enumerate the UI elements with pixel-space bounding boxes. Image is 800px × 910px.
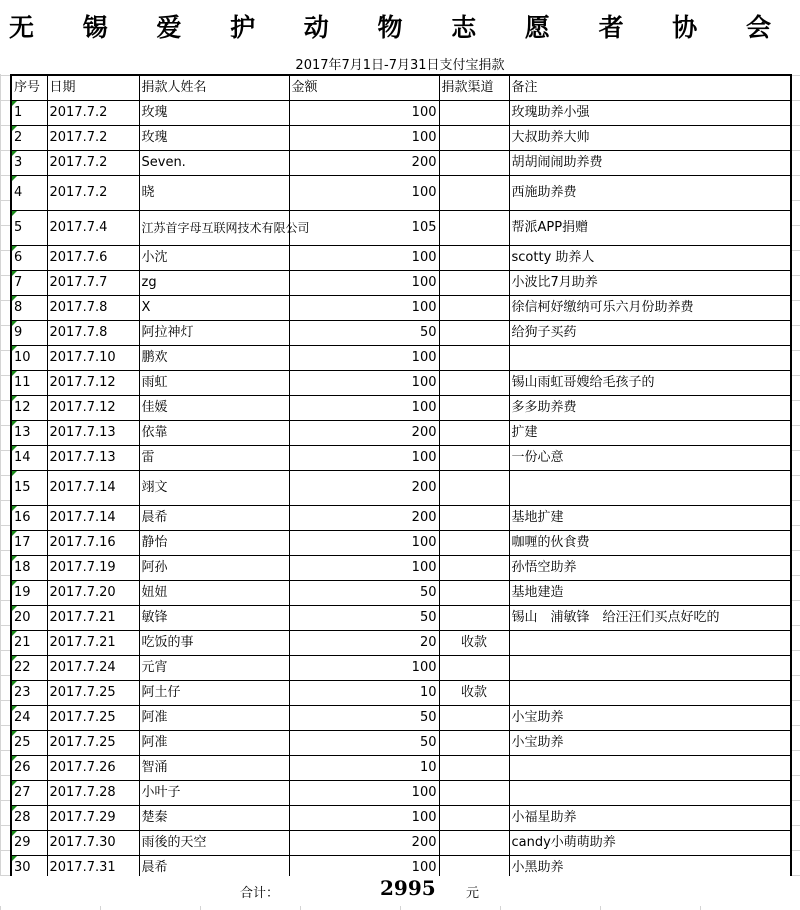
table-row [11,296,791,321]
cell-index: 4 [11,176,47,211]
cell-donor: 晨希 [139,856,289,882]
cell-index: 11 [11,371,47,396]
cell-donor: 阿准 [139,731,289,756]
cell-index: 1 [11,101,47,126]
cell-channel [439,556,509,581]
cell-channel [439,321,509,346]
cell-donor: 晨希 [139,506,289,531]
table-row [11,446,791,471]
cell-channel [439,471,509,506]
cell-date: 2017.7.31 [47,856,139,882]
cell-donor: 妞妞 [139,581,289,606]
cell-channel [439,531,509,556]
cell-channel [439,706,509,731]
cell-note: 锡山雨虹哥嫂给毛孩子的 [509,371,791,396]
cell-amount: 105 [289,211,439,246]
cell-date: 2017.7.21 [47,631,139,656]
table-row [11,471,791,506]
cell-note: scotty 助养人 [509,246,791,271]
cell-amount: 100 [289,396,439,421]
cell-amount: 200 [289,471,439,506]
cell-index: 13 [11,421,47,446]
cell-index: 10 [11,346,47,371]
cell-note: 锡山 浦敏锋 给汪汪们买点好吃的 [509,606,791,631]
cell-note: candy小萌萌助养 [509,831,791,856]
cell-index: 26 [11,756,47,781]
cell-donor: zg [139,271,289,296]
cell-note: 小黑助养 [509,856,791,882]
cell-channel [439,396,509,421]
cell-amount: 50 [289,581,439,606]
cell-index: 2 [11,126,47,151]
cell-index: 9 [11,321,47,346]
cell-index: 18 [11,556,47,581]
table-row [11,346,791,371]
cell-note: 咖喱的伙食费 [509,531,791,556]
cell-note: 玫瑰助养小强 [509,101,791,126]
cell-amount: 100 [289,176,439,211]
cell-date: 2017.7.2 [47,151,139,176]
table-row [11,606,791,631]
cell-amount: 100 [289,101,439,126]
cell-index: 8 [11,296,47,321]
cell-note [509,631,791,656]
header-channel: 捐款渠道 [439,75,509,101]
cell-channel [439,126,509,151]
cell-donor: 小沈 [139,246,289,271]
cell-channel [439,756,509,781]
table-row [11,506,791,531]
cell-date: 2017.7.24 [47,656,139,681]
cell-donor: 江苏首字母互联网技术有限公司 [139,211,289,246]
total-value: 2995 [380,876,436,900]
cell-donor: 阿准 [139,706,289,731]
cell-amount: 100 [289,806,439,831]
table-row [11,756,791,781]
table-row [11,126,791,151]
cell-note: 小福星助养 [509,806,791,831]
cell-donor: 雨後的天空 [139,831,289,856]
cell-date: 2017.7.20 [47,581,139,606]
cell-date: 2017.7.13 [47,446,139,471]
cell-donor: 依靠 [139,421,289,446]
cell-channel [439,101,509,126]
cell-date: 2017.7.14 [47,471,139,506]
cell-amount: 100 [289,246,439,271]
cell-date: 2017.7.25 [47,706,139,731]
cell-index: 25 [11,731,47,756]
cell-amount: 100 [289,656,439,681]
cell-note: 一份心意 [509,446,791,471]
donation-table [10,74,792,882]
cell-donor: 鹏欢 [139,346,289,371]
total-label: 合计： [240,886,280,901]
cell-channel [439,506,509,531]
cell-donor: 玫瑰 [139,126,289,151]
cell-date: 2017.7.12 [47,396,139,421]
cell-channel [439,831,509,856]
cell-donor: 阿土仔 [139,681,289,706]
table-row [11,556,791,581]
table-row [11,681,791,706]
cell-channel [439,151,509,176]
cell-note [509,756,791,781]
cell-donor: 翊文 [139,471,289,506]
table-row [11,781,791,806]
cell-note: 基地建造 [509,581,791,606]
table-row [11,176,791,211]
cell-note: 小宝助养 [509,706,791,731]
cell-donor: 吃饭的事 [139,631,289,656]
cell-donor: 佳媛 [139,396,289,421]
table-row [11,421,791,446]
table-row [11,371,791,396]
cell-note: 小宝助养 [509,731,791,756]
cell-amount: 200 [289,831,439,856]
cell-note: 徐信柯妤缴纳可乐六月份助养费 [509,296,791,321]
cell-channel: 收款 [439,631,509,656]
cell-donor: 雷 [139,446,289,471]
cell-index: 7 [11,271,47,296]
cell-index: 6 [11,246,47,271]
cell-index: 15 [11,471,47,506]
table-row [11,531,791,556]
cell-channel [439,371,509,396]
cell-channel [439,606,509,631]
cell-channel [439,731,509,756]
cell-date: 2017.7.2 [47,126,139,151]
header-note: 备注 [509,75,791,101]
cell-amount: 50 [289,706,439,731]
cell-amount: 100 [289,371,439,396]
cell-note: 给狗子买药 [509,321,791,346]
cell-amount: 100 [289,126,439,151]
cell-note [509,781,791,806]
cell-index: 29 [11,831,47,856]
cell-note: 西施助养费 [509,176,791,211]
cell-date: 2017.7.14 [47,506,139,531]
cell-note: 孙悟空助养 [509,556,791,581]
cell-note: 胡胡闹闹助养费 [509,151,791,176]
cell-date: 2017.7.28 [47,781,139,806]
cell-channel [439,296,509,321]
cell-date: 2017.7.25 [47,731,139,756]
cell-date: 2017.7.21 [47,606,139,631]
table-row [11,831,791,856]
cell-amount: 200 [289,421,439,446]
cell-donor: 小叶子 [139,781,289,806]
cell-channel [439,271,509,296]
cell-amount: 100 [289,556,439,581]
table-row [11,211,791,246]
cell-amount: 50 [289,606,439,631]
cell-note: 小波比7月助养 [509,271,791,296]
cell-donor: 晓 [139,176,289,211]
table-row [11,731,791,756]
cell-amount: 100 [289,296,439,321]
cell-date: 2017.7.26 [47,756,139,781]
cell-donor: 玫瑰 [139,101,289,126]
cell-date: 2017.7.4 [47,211,139,246]
total-row [0,876,800,906]
table-row [11,706,791,731]
header-index: 序号 [11,75,47,101]
cell-donor: 雨虹 [139,371,289,396]
cell-index: 21 [11,631,47,656]
cell-index: 5 [11,211,47,246]
cell-channel [439,211,509,246]
cell-date: 2017.7.7 [47,271,139,296]
cell-channel [439,246,509,271]
cell-amount: 100 [289,781,439,806]
cell-amount: 20 [289,631,439,656]
table-row [11,656,791,681]
cell-amount: 10 [289,756,439,781]
table-row [11,151,791,176]
cell-index: 22 [11,656,47,681]
cell-note [509,681,791,706]
cell-note [509,346,791,371]
table-row [11,581,791,606]
cell-date: 2017.7.19 [47,556,139,581]
cell-date: 2017.7.8 [47,296,139,321]
cell-date: 2017.7.8 [47,321,139,346]
cell-donor: 阿孙 [139,556,289,581]
cell-channel: 收款 [439,681,509,706]
document-title: 无 锡 爱 护 动 物 志 愿 者 协 会 [0,0,800,52]
cell-index: 17 [11,531,47,556]
cell-channel [439,176,509,211]
cell-amount: 100 [289,271,439,296]
cell-channel [439,421,509,446]
table-body [11,101,791,882]
cell-channel [439,581,509,606]
cell-amount: 100 [289,346,439,371]
document-subtitle: 2017年7月1日-7月31日支付宝捐款 [0,52,800,74]
cell-channel [439,806,509,831]
header-date: 日期 [47,75,139,101]
cell-amount: 200 [289,151,439,176]
cell-index: 16 [11,506,47,531]
cell-index: 20 [11,606,47,631]
cell-amount: 50 [289,731,439,756]
cell-date: 2017.7.2 [47,101,139,126]
cell-index: 23 [11,681,47,706]
cell-date: 2017.7.12 [47,371,139,396]
table-row [11,396,791,421]
cell-amount: 100 [289,531,439,556]
cell-date: 2017.7.25 [47,681,139,706]
cell-note: 多多助养费 [509,396,791,421]
cell-donor: X [139,296,289,321]
cell-index: 28 [11,806,47,831]
header-donor: 捐款人姓名 [139,75,289,101]
cell-note [509,471,791,506]
table-row [11,806,791,831]
cell-index: 27 [11,781,47,806]
total-unit: 元 [466,886,480,901]
cell-donor: 楚秦 [139,806,289,831]
cell-amount: 100 [289,446,439,471]
cell-amount: 10 [289,681,439,706]
cell-donor: Seven. [139,151,289,176]
cell-amount: 100 [289,856,439,882]
cell-donor: 敏锋 [139,606,289,631]
cell-channel [439,446,509,471]
table-row [11,631,791,656]
cell-date: 2017.7.30 [47,831,139,856]
cell-donor: 静怡 [139,531,289,556]
table-row [11,101,791,126]
cell-note: 大叔助养大帅 [509,126,791,151]
cell-amount: 50 [289,321,439,346]
cell-amount: 200 [289,506,439,531]
cell-date: 2017.7.29 [47,806,139,831]
table-row [11,321,791,346]
cell-date: 2017.7.13 [47,421,139,446]
cell-index: 19 [11,581,47,606]
cell-donor: 阿拉神灯 [139,321,289,346]
cell-note [509,656,791,681]
cell-channel [439,346,509,371]
cell-date: 2017.7.2 [47,176,139,211]
header-amount: 金额 [289,75,439,101]
cell-date: 2017.7.10 [47,346,139,371]
cell-date: 2017.7.16 [47,531,139,556]
cell-index: 12 [11,396,47,421]
cell-note: 基地扩建 [509,506,791,531]
header-row [11,75,791,101]
cell-channel [439,781,509,806]
cell-donor: 元宵 [139,656,289,681]
cell-note: 帮派APP捐赠 [509,211,791,246]
cell-channel [439,656,509,681]
cell-date: 2017.7.6 [47,246,139,271]
cell-index: 14 [11,446,47,471]
cell-index: 30 [11,856,47,882]
table-row [11,271,791,296]
cell-index: 24 [11,706,47,731]
cell-index: 3 [11,151,47,176]
table-row [11,246,791,271]
cell-donor: 智涌 [139,756,289,781]
cell-note: 扩建 [509,421,791,446]
